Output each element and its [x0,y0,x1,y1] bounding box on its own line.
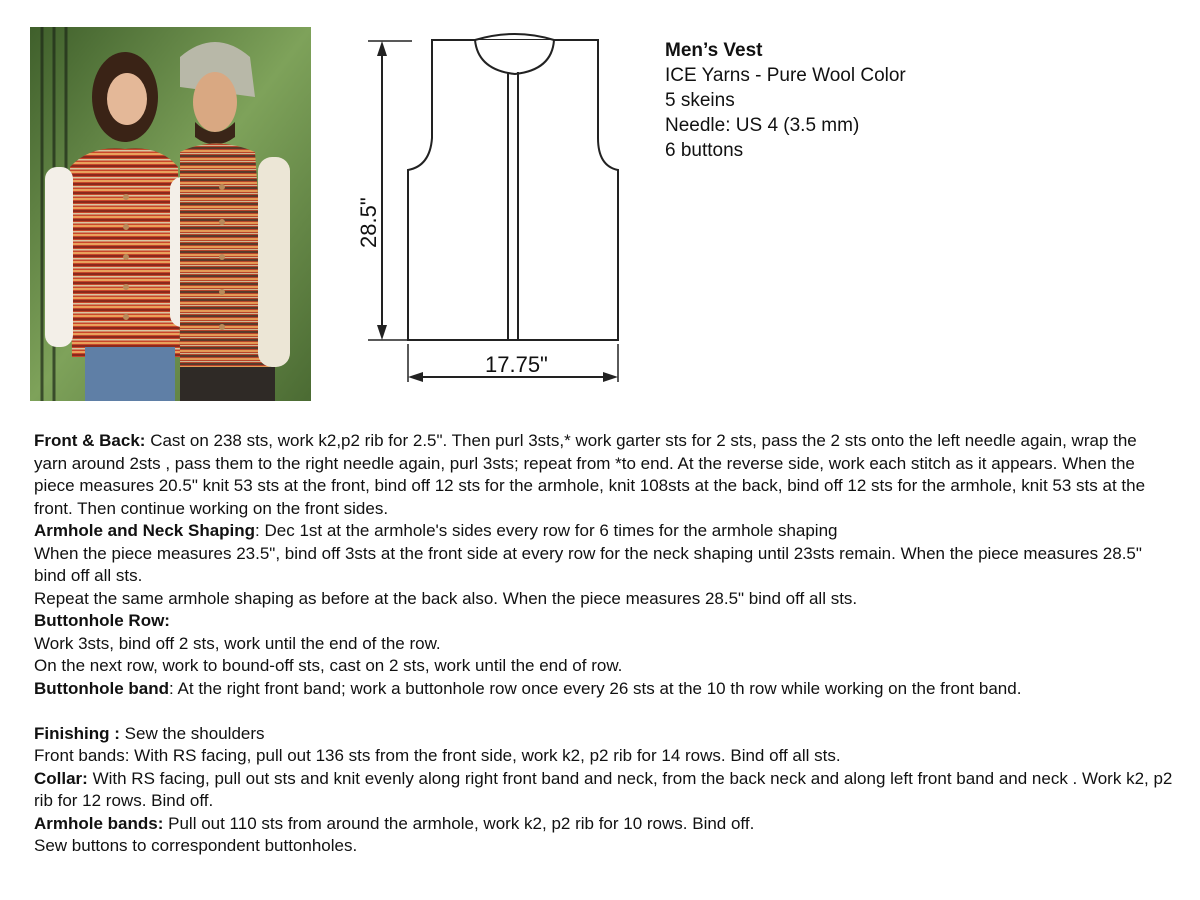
finishing-text: Sew the shoulders [119,723,265,743]
neck-text: When the piece measures 23.5", bind off 3sts at the front side at every row for the neck shaping until 23sts remain. When the piece measures 28.5" bind off all sts. [34,543,1142,585]
finishing-section [34,723,1174,746]
needle-size: Needle: US 4 (3.5 mm) [665,115,860,136]
front-back-heading: Front & Back: [34,431,146,450]
buttonhole-band-section [34,678,1174,701]
buttonhole-band-text: : At the right front band; work a buttonhole row once every 26 sts at the 10 th row while working on the front band. [169,678,1022,698]
front-back-text: Cast on 238 sts, work k2,p2 rib for 2.5". Then purl 3sts,* work garter sts for 2 sts, pass the 2 sts onto the left needle again, wrap the yarn around 2sts , pass them to the right needle again, purl 3sts; repeat from *to end. At the reverse side, work each stitch as it appears. When the piece measures 20.5" knit 53 sts at the front, bind off 12 sts for the armhole, knit 108sts at the back, bind off 12 sts for the armhole, knit 53 sts at the front. Then continue working on the front sides. [34,431,1146,518]
front-back-section [34,430,1174,520]
front-bands-text: Front bands: With RS facing, pull out 136 sts from the front side, work k2, p2 rib for 14 rows. Bind off all sts. [34,746,841,765]
vest-schematic [340,20,640,390]
buttonhole-band-heading: Buttonhole band [34,678,170,698]
collar-text: With RS facing, pull out sts and knit evenly along right front band and neck, from the back neck and along left front band and neck . Work k2, p2 rib for 12 rows. Bind off. [34,768,1173,810]
armhole-section [34,520,1174,543]
sew-buttons-text: Sew buttons to correspondent buttonholes. [34,836,358,855]
collar-heading: Collar: [34,768,88,788]
armhole-text: : Dec 1st at the armhole's sides every row for 6 times for the armhole shaping [255,521,838,540]
vest-photo [30,27,311,401]
pattern-title: Men’s Vest [665,40,763,61]
finishing-heading: Finishing : [34,723,120,743]
collar-section [34,768,1174,813]
buttonhole-row-step-1: Work 3sts, bind off 2 sts, work until the end of the row. [34,633,441,653]
button-count: 6 buttons [665,140,744,161]
buttonhole-row-step-2: On the next row, work to bound-off sts, cast on 2 sts, work until the end of row. [34,656,623,675]
height-label: 28.5" [356,197,381,248]
width-label: 17.75" [485,352,548,377]
pattern-instructions [34,430,1174,858]
skein-count: 5 skeins [665,90,735,111]
section-spacer [34,700,1174,723]
pattern-spec [665,38,906,163]
models-wearing-vest-photo [30,27,311,401]
armhole-heading: Armhole and Neck Shaping [34,521,256,540]
armhole-bands-section [34,813,1174,836]
buttonhole-row-heading: Buttonhole Row: [34,611,170,630]
yarn-info: ICE Yarns - Pure Wool Color [665,65,906,86]
vest-outline [408,40,618,340]
armhole-bands-heading: Armhole bands: [34,813,164,833]
armhole-bands-text: Pull out 110 sts from around the armhole, work k2, p2 rib for 10 rows. Bind off. [163,813,755,833]
repeat-text: Repeat the same armhole shaping as before at the back also. When the piece measures 28.5" bind off all sts. [34,588,858,608]
vest-schematic-drawing [340,20,640,390]
